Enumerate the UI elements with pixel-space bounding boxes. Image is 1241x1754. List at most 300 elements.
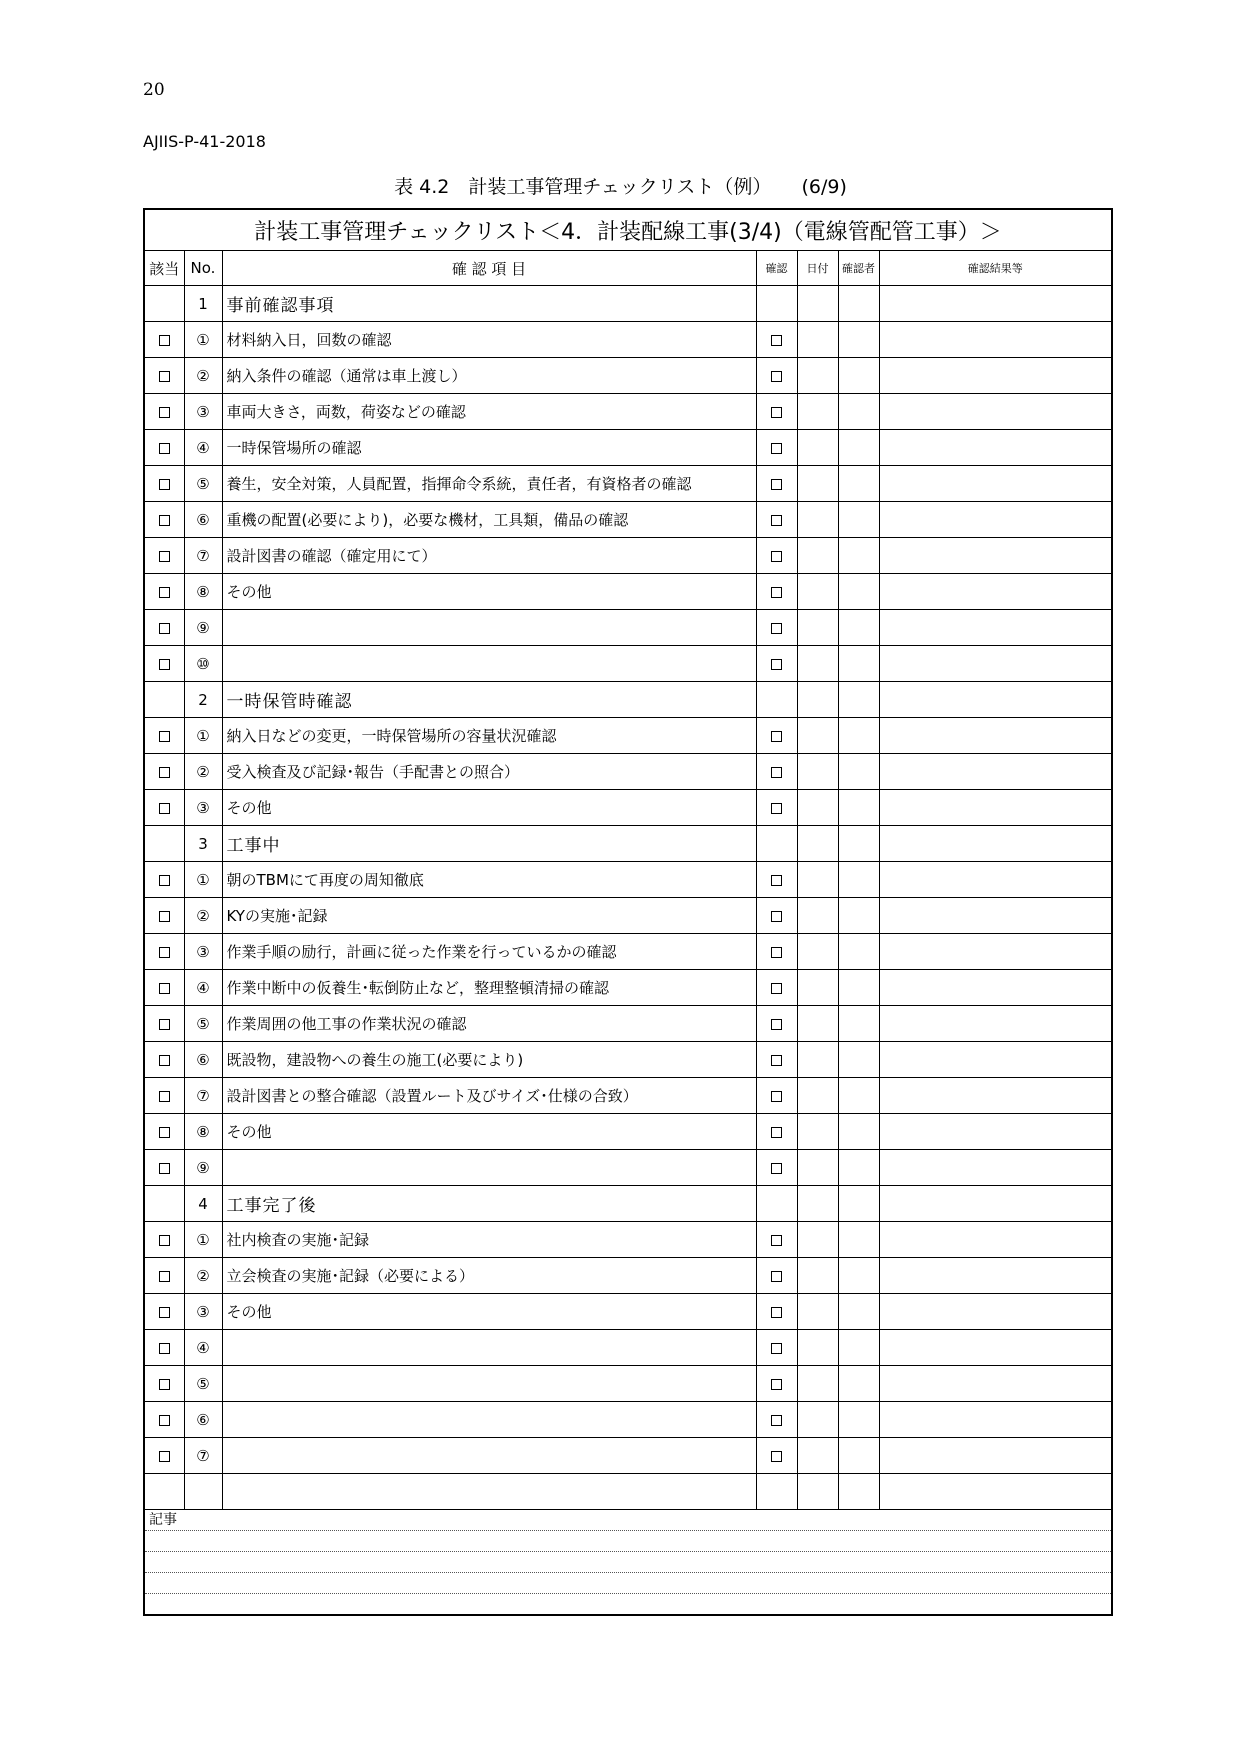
checklist-item-row <box>144 322 1112 358</box>
confirm-checkbox-cell <box>756 322 797 358</box>
item-text: 重機の配置(必要により)，必要な機材，工具類，備品の確認 <box>222 502 756 538</box>
item-number: ② <box>184 754 222 790</box>
section-applicable-cell <box>144 286 184 322</box>
item-number: ③ <box>184 394 222 430</box>
confirm-checkbox-cell <box>756 754 797 790</box>
confirmer-cell[interactable] <box>838 1294 879 1330</box>
applicable-checkbox[interactable] <box>159 947 170 958</box>
confirm-checkbox[interactable] <box>771 803 782 814</box>
item-text: 作業周囲の他工事の作業状況の確認 <box>222 1006 756 1042</box>
result-cell[interactable] <box>879 1330 1112 1366</box>
applicable-checkbox[interactable] <box>159 1127 170 1138</box>
applicable-checkbox[interactable] <box>159 1379 170 1390</box>
section-title: 工事完了後 <box>222 1186 756 1222</box>
result-cell[interactable] <box>879 862 1112 898</box>
date-cell[interactable] <box>797 1366 838 1402</box>
date-cell[interactable] <box>797 898 838 934</box>
confirmer-cell[interactable] <box>838 610 879 646</box>
applicable-checkbox[interactable] <box>159 623 170 634</box>
confirmer-cell[interactable] <box>838 754 879 790</box>
result-cell[interactable] <box>879 646 1112 682</box>
memo-section <box>144 1510 1112 1616</box>
confirmer-cell[interactable] <box>838 970 879 1006</box>
date-cell[interactable] <box>797 610 838 646</box>
item-text: その他 <box>222 790 756 826</box>
item-number: ⑥ <box>184 1042 222 1078</box>
section-title: 工事中 <box>222 826 756 862</box>
header-item: 確 認 項 目 <box>222 251 756 286</box>
checklist-item-row <box>144 1150 1112 1186</box>
date-cell[interactable] <box>797 790 838 826</box>
date-cell[interactable] <box>797 1222 838 1258</box>
applicable-checkbox-cell <box>144 1042 184 1078</box>
applicable-checkbox-cell <box>144 430 184 466</box>
section-applicable-cell <box>144 682 184 718</box>
applicable-checkbox-cell <box>144 574 184 610</box>
applicable-checkbox-cell <box>144 934 184 970</box>
date-cell[interactable] <box>797 646 838 682</box>
result-cell[interactable] <box>879 286 1112 322</box>
result-cell[interactable] <box>879 898 1112 934</box>
item-text <box>222 1438 756 1474</box>
item-text: 納入日などの変更，一時保管場所の容量状況確認 <box>222 718 756 754</box>
confirmer-cell[interactable] <box>838 1186 879 1222</box>
confirm-checkbox[interactable] <box>771 1127 782 1138</box>
item-number: ⑩ <box>184 646 222 682</box>
confirm-checkbox-cell <box>756 358 797 394</box>
date-cell[interactable] <box>797 1186 838 1222</box>
header-date: 日付 <box>797 251 838 286</box>
result-cell[interactable] <box>879 1438 1112 1474</box>
item-number: ⑧ <box>184 574 222 610</box>
confirmer-cell[interactable] <box>838 1402 879 1438</box>
date-cell[interactable] <box>797 934 838 970</box>
applicable-checkbox-cell <box>144 970 184 1006</box>
confirm-checkbox[interactable] <box>771 1055 782 1066</box>
confirmer-cell[interactable] <box>838 1006 879 1042</box>
confirm-checkbox[interactable] <box>771 1307 782 1318</box>
confirm-checkbox[interactable] <box>771 551 782 562</box>
confirm-checkbox[interactable] <box>771 443 782 454</box>
applicable-checkbox-cell <box>144 1366 184 1402</box>
applicable-checkbox[interactable] <box>159 587 170 598</box>
confirmer-cell[interactable] <box>838 826 879 862</box>
section-row <box>144 682 1112 718</box>
section-applicable-cell <box>144 826 184 862</box>
confirmer-cell[interactable] <box>838 574 879 610</box>
date-cell[interactable] <box>797 754 838 790</box>
item-text <box>222 1150 756 1186</box>
item-text: 設計図書との整合確認（設置ルート及びサイズ･仕様の合致） <box>222 1078 756 1114</box>
result-cell[interactable] <box>879 970 1112 1006</box>
applicable-checkbox[interactable] <box>159 875 170 886</box>
date-cell[interactable] <box>797 862 838 898</box>
confirm-checkbox-cell <box>756 1150 797 1186</box>
item-text: 社内検査の実施･記録 <box>222 1222 756 1258</box>
item-number: ⑤ <box>184 1366 222 1402</box>
memo-line[interactable] <box>145 1594 1111 1614</box>
applicable-checkbox-cell <box>144 754 184 790</box>
item-text: 設計図書の確認（確定用にて） <box>222 538 756 574</box>
applicable-checkbox-cell <box>144 1006 184 1042</box>
confirm-checkbox-cell <box>756 934 797 970</box>
checklist-title: 計装工事管理チェックリスト＜4．計装配線工事(3/4)（電線管配管工事）＞ <box>144 209 1112 251</box>
date-cell[interactable] <box>797 502 838 538</box>
item-number: ⑦ <box>184 1078 222 1114</box>
confirm-checkbox-cell <box>756 1078 797 1114</box>
memo-line[interactable] <box>145 1573 1111 1594</box>
applicable-checkbox[interactable] <box>159 1271 170 1282</box>
confirm-checkbox-cell <box>756 862 797 898</box>
applicable-checkbox[interactable] <box>159 371 170 382</box>
item-text: 既設物，建設物への養生の施工(必要により) <box>222 1042 756 1078</box>
date-cell[interactable] <box>797 358 838 394</box>
confirm-checkbox[interactable] <box>771 1415 782 1426</box>
applicable-checkbox[interactable] <box>159 731 170 742</box>
header-confirmer: 確認者 <box>838 251 879 286</box>
item-text <box>222 1330 756 1366</box>
result-cell[interactable] <box>879 610 1112 646</box>
checklist-item-row <box>144 790 1112 826</box>
confirmer-cell[interactable] <box>838 1042 879 1078</box>
applicable-checkbox[interactable] <box>159 443 170 454</box>
applicable-checkbox[interactable] <box>159 551 170 562</box>
applicable-checkbox[interactable] <box>159 1343 170 1354</box>
confirm-checkbox[interactable] <box>771 587 782 598</box>
confirm-checkbox[interactable] <box>771 875 782 886</box>
confirmer-cell[interactable] <box>838 1150 879 1186</box>
applicable-checkbox[interactable] <box>159 767 170 778</box>
confirm-checkbox-cell <box>756 502 797 538</box>
confirmer-cell[interactable] <box>838 466 879 502</box>
item-number: ① <box>184 862 222 898</box>
confirmer-cell[interactable] <box>838 718 879 754</box>
confirmer-cell[interactable] <box>838 1114 879 1150</box>
confirm-checkbox[interactable] <box>771 983 782 994</box>
item-number: ④ <box>184 1330 222 1366</box>
confirm-cell <box>756 286 797 322</box>
confirm-checkbox-cell <box>756 574 797 610</box>
confirmer-cell[interactable] <box>838 430 879 466</box>
confirm-checkbox[interactable] <box>771 515 782 526</box>
confirm-checkbox[interactable] <box>771 1451 782 1462</box>
date-cell[interactable] <box>797 466 838 502</box>
result-cell[interactable] <box>879 466 1112 502</box>
checklist-item-row <box>144 1258 1112 1294</box>
confirmer-cell[interactable] <box>838 358 879 394</box>
confirmer-cell[interactable] <box>838 682 879 718</box>
result-cell[interactable] <box>879 430 1112 466</box>
confirm-checkbox[interactable] <box>771 1019 782 1030</box>
item-text <box>222 646 756 682</box>
confirm-cell <box>756 826 797 862</box>
confirm-checkbox[interactable] <box>771 911 782 922</box>
applicable-checkbox[interactable] <box>159 335 170 346</box>
applicable-checkbox[interactable] <box>159 407 170 418</box>
applicable-checkbox-cell <box>144 862 184 898</box>
confirm-cell <box>756 682 797 718</box>
confirmer-cell[interactable] <box>838 1366 879 1402</box>
section-number: 1 <box>184 286 222 322</box>
confirmer-cell[interactable] <box>838 1222 879 1258</box>
result-cell[interactable] <box>879 1150 1112 1186</box>
table-page-indicator: (6/9) <box>801 176 847 198</box>
date-cell[interactable] <box>797 1402 838 1438</box>
result-cell[interactable] <box>879 1186 1112 1222</box>
checklist-item-row <box>144 1078 1112 1114</box>
date-cell[interactable] <box>797 1078 838 1114</box>
checklist-item-row <box>144 358 1112 394</box>
date-cell[interactable] <box>797 286 838 322</box>
confirm-checkbox[interactable] <box>771 767 782 778</box>
header-result: 確認結果等 <box>879 251 1112 286</box>
applicable-checkbox[interactable] <box>159 659 170 670</box>
result-cell[interactable] <box>879 1042 1112 1078</box>
date-cell[interactable] <box>797 430 838 466</box>
result-cell[interactable] <box>879 394 1112 430</box>
confirmer-cell[interactable] <box>838 502 879 538</box>
result-cell[interactable] <box>879 682 1112 718</box>
result-cell[interactable] <box>879 1006 1112 1042</box>
checklist-item-row <box>144 1114 1112 1150</box>
applicable-checkbox[interactable] <box>159 1019 170 1030</box>
memo-label: 記事 <box>145 1510 1111 1531</box>
date-cell[interactable] <box>797 1294 838 1330</box>
confirmer-cell[interactable] <box>838 934 879 970</box>
date-cell[interactable] <box>797 1150 838 1186</box>
header-row <box>144 251 1112 286</box>
confirmer-cell <box>838 1474 879 1510</box>
date-cell[interactable] <box>797 1114 838 1150</box>
confirm-checkbox[interactable] <box>771 335 782 346</box>
item-number: ⑦ <box>184 538 222 574</box>
item-text: KYの実施･記録 <box>222 898 756 934</box>
result-cell[interactable] <box>879 502 1112 538</box>
result-cell[interactable] <box>879 538 1112 574</box>
applicable-checkbox-cell <box>144 1294 184 1330</box>
section-applicable-cell <box>144 1186 184 1222</box>
date-cell[interactable] <box>797 322 838 358</box>
table-caption-text: 表 4.2 計装工事管理チェックリスト（例） <box>394 176 772 198</box>
date-cell[interactable] <box>797 682 838 718</box>
checklist-item-row <box>144 538 1112 574</box>
applicable-checkbox-cell <box>144 646 184 682</box>
confirm-checkbox-cell <box>756 1294 797 1330</box>
item-text: 材料納入日，回数の確認 <box>222 322 756 358</box>
applicable-checkbox[interactable] <box>159 1307 170 1318</box>
item-number: ③ <box>184 790 222 826</box>
result-cell[interactable] <box>879 1258 1112 1294</box>
confirmer-cell[interactable] <box>838 646 879 682</box>
item-text <box>222 610 756 646</box>
item-text: その他 <box>222 574 756 610</box>
applicable-checkbox[interactable] <box>159 1091 170 1102</box>
applicable-checkbox-cell <box>144 1222 184 1258</box>
confirm-checkbox-cell <box>756 394 797 430</box>
item-number: ⑨ <box>184 610 222 646</box>
checklist-item-row <box>144 1042 1112 1078</box>
applicable-checkbox[interactable] <box>159 1055 170 1066</box>
checklist-item-row <box>144 862 1112 898</box>
confirm-checkbox[interactable] <box>771 1271 782 1282</box>
applicable-checkbox[interactable] <box>159 1415 170 1426</box>
date-cell[interactable] <box>797 574 838 610</box>
date-cell[interactable] <box>797 1438 838 1474</box>
item-number: ③ <box>184 934 222 970</box>
checklist-item-row <box>144 1294 1112 1330</box>
date-cell[interactable] <box>797 718 838 754</box>
item-number: ⑥ <box>184 1402 222 1438</box>
confirmer-cell[interactable] <box>838 322 879 358</box>
item-number: ① <box>184 322 222 358</box>
confirm-checkbox-cell <box>756 538 797 574</box>
item-number: ⑥ <box>184 502 222 538</box>
section-number: 3 <box>184 826 222 862</box>
checklist-item-row <box>144 934 1112 970</box>
result-cell[interactable] <box>879 754 1112 790</box>
result-cell[interactable] <box>879 1222 1112 1258</box>
header-confirm: 確認 <box>756 251 797 286</box>
item-text: その他 <box>222 1294 756 1330</box>
item-text: 養生，安全対策，人員配置，指揮命令系統，責任者，有資格者の確認 <box>222 466 756 502</box>
section-title: 事前確認事項 <box>222 286 756 322</box>
confirm-checkbox[interactable] <box>771 1091 782 1102</box>
applicable-checkbox[interactable] <box>159 1235 170 1246</box>
date-cell[interactable] <box>797 970 838 1006</box>
page-number: 20 <box>143 80 165 100</box>
result-cell[interactable] <box>879 1402 1112 1438</box>
confirm-checkbox[interactable] <box>771 659 782 670</box>
result-cell[interactable] <box>879 790 1112 826</box>
confirmer-cell[interactable] <box>838 862 879 898</box>
document-id: AJIIS-P-41-2018 <box>143 132 266 151</box>
confirm-checkbox-cell <box>756 1006 797 1042</box>
section-row <box>144 1186 1112 1222</box>
item-number: ② <box>184 898 222 934</box>
date-cell <box>797 1474 838 1510</box>
result-cell[interactable] <box>879 1294 1112 1330</box>
applicable-cell <box>144 1474 184 1510</box>
checklist-item-row <box>144 430 1112 466</box>
checklist-item-row <box>144 394 1112 430</box>
checklist-item-row <box>144 1438 1112 1474</box>
applicable-checkbox-cell <box>144 1330 184 1366</box>
checklist-item-row <box>144 502 1112 538</box>
item-text: 車両大きさ，両数，荷姿などの確認 <box>222 394 756 430</box>
applicable-checkbox[interactable] <box>159 479 170 490</box>
applicable-checkbox-cell <box>144 1078 184 1114</box>
result-cell[interactable] <box>879 1366 1112 1402</box>
confirm-checkbox-cell <box>756 1222 797 1258</box>
result-cell[interactable] <box>879 718 1112 754</box>
confirmer-cell[interactable] <box>838 394 879 430</box>
applicable-checkbox[interactable] <box>159 911 170 922</box>
confirm-checkbox-cell <box>756 646 797 682</box>
section-title: 一時保管時確認 <box>222 682 756 718</box>
checklist-item-row <box>144 718 1112 754</box>
applicable-checkbox[interactable] <box>159 1451 170 1462</box>
memo-line[interactable] <box>145 1531 1111 1552</box>
checklist-item-row <box>144 574 1112 610</box>
confirmer-cell[interactable] <box>838 1078 879 1114</box>
confirm-checkbox[interactable] <box>771 1163 782 1174</box>
applicable-checkbox[interactable] <box>159 1163 170 1174</box>
date-cell[interactable] <box>797 1042 838 1078</box>
date-cell[interactable] <box>797 394 838 430</box>
date-cell[interactable] <box>797 538 838 574</box>
result-cell[interactable] <box>879 322 1112 358</box>
section-number: 4 <box>184 1186 222 1222</box>
applicable-checkbox-cell <box>144 610 184 646</box>
confirm-checkbox[interactable] <box>771 731 782 742</box>
item-text: 作業手順の励行，計画に従った作業を行っているかの確認 <box>222 934 756 970</box>
confirm-checkbox[interactable] <box>771 1379 782 1390</box>
result-cell[interactable] <box>879 826 1112 862</box>
confirmer-cell[interactable] <box>838 538 879 574</box>
result-cell[interactable] <box>879 1078 1112 1114</box>
confirm-checkbox[interactable] <box>771 623 782 634</box>
confirm-checkbox-cell <box>756 898 797 934</box>
checklist-item-row <box>144 466 1112 502</box>
confirm-checkbox[interactable] <box>771 947 782 958</box>
checklist-item-row <box>144 646 1112 682</box>
confirm-checkbox-cell <box>756 466 797 502</box>
result-cell[interactable] <box>879 574 1112 610</box>
date-cell[interactable] <box>797 1258 838 1294</box>
item-number: ⑧ <box>184 1114 222 1150</box>
section-row <box>144 286 1112 322</box>
confirm-checkbox[interactable] <box>771 1235 782 1246</box>
memo-line[interactable] <box>145 1552 1111 1573</box>
applicable-checkbox-cell <box>144 898 184 934</box>
confirm-checkbox-cell <box>756 790 797 826</box>
result-cell[interactable] <box>879 1114 1112 1150</box>
item-text: 納入条件の確認（通常は車上渡し） <box>222 358 756 394</box>
date-cell[interactable] <box>797 1330 838 1366</box>
confirm-checkbox[interactable] <box>771 371 782 382</box>
confirmer-cell[interactable] <box>838 286 879 322</box>
item-number: ⑤ <box>184 1006 222 1042</box>
result-cell[interactable] <box>879 358 1112 394</box>
confirm-checkbox[interactable] <box>771 1343 782 1354</box>
checklist-item-row <box>144 1006 1112 1042</box>
date-cell[interactable] <box>797 1006 838 1042</box>
confirmer-cell[interactable] <box>838 1258 879 1294</box>
confirmer-cell[interactable] <box>838 1330 879 1366</box>
confirmer-cell[interactable] <box>838 1438 879 1474</box>
applicable-checkbox[interactable] <box>159 803 170 814</box>
item-number: ② <box>184 1258 222 1294</box>
applicable-checkbox[interactable] <box>159 515 170 526</box>
item-number: ③ <box>184 1294 222 1330</box>
confirm-checkbox[interactable] <box>771 407 782 418</box>
applicable-checkbox-cell <box>144 1150 184 1186</box>
confirm-checkbox-cell <box>756 1438 797 1474</box>
confirmer-cell[interactable] <box>838 790 879 826</box>
applicable-checkbox-cell <box>144 538 184 574</box>
applicable-checkbox-cell <box>144 1402 184 1438</box>
item-number: ① <box>184 1222 222 1258</box>
result-cell[interactable] <box>879 934 1112 970</box>
date-cell[interactable] <box>797 826 838 862</box>
confirmer-cell[interactable] <box>838 898 879 934</box>
applicable-checkbox[interactable] <box>159 983 170 994</box>
table-caption <box>0 172 1241 199</box>
confirm-checkbox[interactable] <box>771 479 782 490</box>
result-cell <box>879 1474 1112 1510</box>
empty-row <box>144 1474 1112 1510</box>
item-number: ① <box>184 718 222 754</box>
